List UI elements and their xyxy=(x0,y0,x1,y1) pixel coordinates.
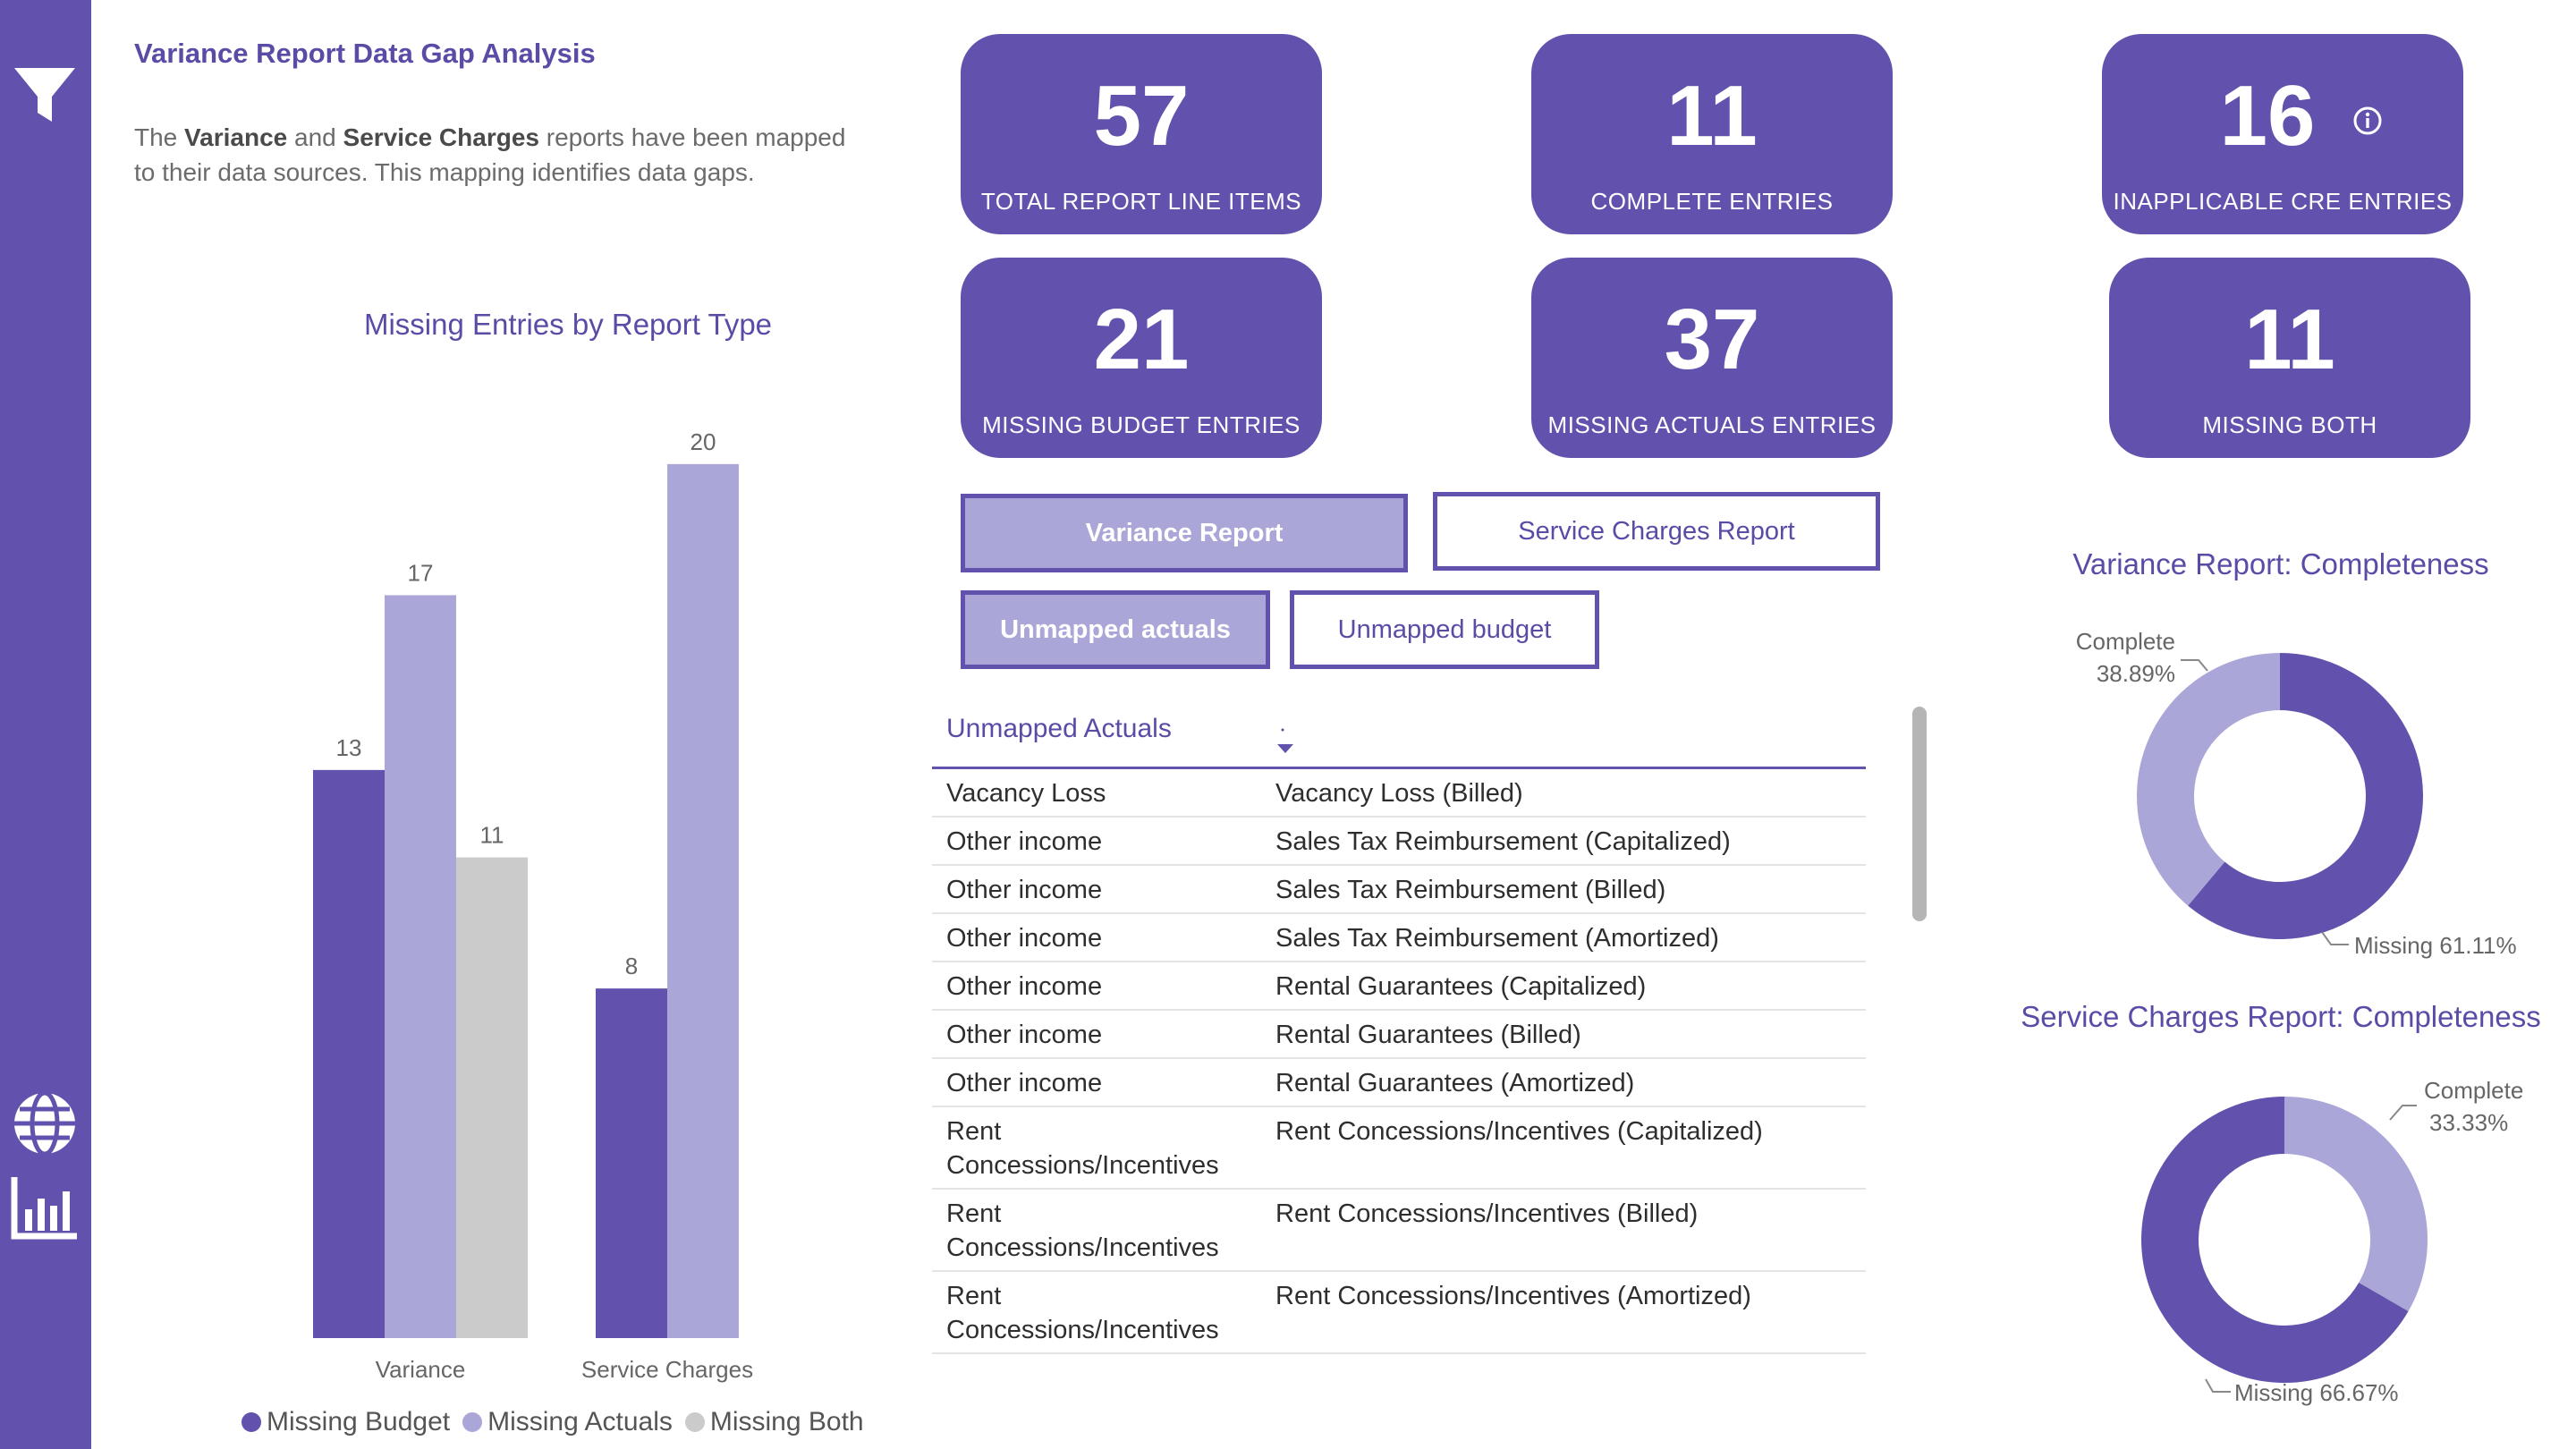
unmapped-actuals-button[interactable]: Unmapped actuals xyxy=(961,590,1270,669)
kpi-inapplicable-cre-entries[interactable] xyxy=(2102,34,2463,234)
kpi-value: 37 xyxy=(1664,292,1760,387)
page-description: The Variance and Service Charges reports have been mapped to their data sources. This mapping identifies data gaps. xyxy=(134,123,846,186)
donut-label: Complete xyxy=(2424,1077,2524,1104)
bar-data-label: 20 xyxy=(690,428,716,455)
table-cell-category: Vacancy Loss xyxy=(946,779,1106,808)
kpi-label: TOTAL REPORT LINE ITEMS xyxy=(980,188,1302,215)
bar-missing-both[interactable] xyxy=(456,858,528,1338)
kpi-label: MISSING BOTH xyxy=(2202,411,2377,438)
table-cell-line-item: Rental Guarantees (Amortized) xyxy=(1275,1069,1635,1097)
table-scrollbar[interactable] xyxy=(1912,707,1927,921)
legend-marker xyxy=(462,1412,482,1432)
table-row[interactable] xyxy=(932,914,1866,962)
donut-value-label: 33.33% xyxy=(2429,1109,2509,1136)
donut-slice-complete[interactable] xyxy=(2137,653,2280,906)
kpi-missing-both[interactable] xyxy=(2109,258,2470,458)
table-cell-category: Rent Concessions/Incentives xyxy=(946,1199,1219,1262)
table-row[interactable] xyxy=(932,1107,1866,1190)
table-cell-line-item: Sales Tax Reimbursement (Capitalized) xyxy=(1275,827,1731,856)
bar-data-label: 17 xyxy=(407,559,434,587)
donut-value-label: 38.89% xyxy=(2096,660,2175,687)
legend-label: Missing Both xyxy=(709,1407,864,1436)
kpi-missing-budget[interactable] xyxy=(961,258,1322,458)
bar-data-label: 11 xyxy=(479,821,504,849)
table-row[interactable] xyxy=(932,866,1866,914)
table-row[interactable] xyxy=(932,1272,1866,1354)
table-cell-line-item: Rent Concessions/Incentives (Billed) xyxy=(1275,1199,1699,1228)
table-cell-category: Other income xyxy=(946,924,1103,953)
kpi-label: MISSING BUDGET ENTRIES xyxy=(982,411,1301,438)
legend-label: Missing Budget xyxy=(267,1407,451,1436)
info-icon[interactable] xyxy=(2352,106,2383,136)
bar-chart-icon[interactable] xyxy=(9,1172,80,1243)
table-cell-category: Other income xyxy=(946,972,1103,1001)
bar-data-label: 8 xyxy=(624,953,639,980)
table-cell-line-item: Rent Concessions/Incentives (Amortized) xyxy=(1275,1282,1751,1310)
table-cell-line-item: Vacancy Loss (Billed) xyxy=(1275,779,1523,808)
table-cell-category: Other income xyxy=(946,827,1103,856)
unmapped-budget-button[interactable]: Unmapped budget xyxy=(1290,590,1599,669)
table-row[interactable] xyxy=(932,962,1866,1011)
sort-descending-icon[interactable] xyxy=(1275,724,1295,757)
kpi-label: MISSING ACTUALS ENTRIES xyxy=(1547,411,1877,438)
service-charges-completeness-title: Service Charges Report: Completeness xyxy=(2021,1000,2541,1033)
donut-label: Missing 61.11% xyxy=(2354,932,2517,959)
legend-item-missing-actuals[interactable] xyxy=(462,1407,673,1437)
sidebar xyxy=(0,0,91,1449)
kpi-missing-actuals[interactable] xyxy=(1531,258,1893,458)
kpi-complete-entries[interactable] xyxy=(1531,34,1893,234)
bar-chart-legend xyxy=(242,1404,864,1440)
kpi-total-line-items[interactable] xyxy=(961,34,1322,234)
table-header xyxy=(932,707,1866,769)
legend-item-missing-both[interactable] xyxy=(685,1407,864,1437)
unmapped-actuals-table xyxy=(932,707,1866,1354)
service-charges-completeness-donut xyxy=(2004,1064,2558,1440)
bar-data-label: 13 xyxy=(335,733,362,761)
kpi-label: INAPPLICABLE CRE ENTRIES xyxy=(2113,188,2453,215)
table-cell-line-item: Rent Concessions/Incentives (Capitalized) xyxy=(1275,1117,1763,1146)
x-axis-tick-label: Variance xyxy=(375,1356,466,1383)
donut-label: Complete xyxy=(2075,628,2175,655)
table-cell-line-item: Rental Guarantees (Billed) xyxy=(1275,1021,1581,1049)
kpi-label: COMPLETE ENTRIES xyxy=(1590,188,1834,215)
table-cell-category: Other income xyxy=(946,876,1103,904)
donut-leader-line xyxy=(2206,1379,2231,1392)
table-row[interactable] xyxy=(932,1011,1866,1059)
service-charges-report-button[interactable]: Service Charges Report xyxy=(1433,492,1880,571)
donut-slice-complete[interactable] xyxy=(2284,1097,2428,1311)
x-axis-tick-label: Service Charges xyxy=(580,1356,754,1383)
donut-leader-line xyxy=(2181,660,2207,671)
table-body xyxy=(932,769,1866,1354)
legend-item-missing-budget[interactable] xyxy=(242,1407,450,1437)
variance-completeness-donut xyxy=(2004,617,2540,993)
donut-label: Missing 66.67% xyxy=(2234,1379,2399,1406)
kpi-value: 16 xyxy=(2219,68,2316,164)
donut-leader-line xyxy=(2322,932,2349,945)
filter-icon[interactable] xyxy=(9,59,80,131)
column-header-unmapped-actuals[interactable]: Unmapped Actuals xyxy=(946,714,1172,743)
variance-report-button[interactable]: Variance Report xyxy=(961,494,1408,572)
page-title: Variance Report Data Gap Analysis xyxy=(134,38,596,69)
donut-leader-line xyxy=(2390,1106,2417,1120)
table-cell-line-item: Sales Tax Reimbursement (Billed) xyxy=(1275,876,1666,904)
kpi-value: 57 xyxy=(1093,68,1190,164)
bar-missing-budget[interactable] xyxy=(313,770,385,1338)
bar-missing-actuals[interactable] xyxy=(667,464,739,1338)
table-cell-line-item: Sales Tax Reimbursement (Amortized) xyxy=(1275,924,1719,953)
table-cell-category: Rent Concessions/Incentives xyxy=(946,1282,1219,1344)
kpi-value: 11 xyxy=(2244,292,2335,387)
legend-marker xyxy=(242,1412,261,1432)
kpi-value: 21 xyxy=(1093,292,1190,387)
legend-label: Missing Actuals xyxy=(487,1407,673,1436)
variance-completeness-title: Variance Report: Completeness xyxy=(2072,547,2489,580)
bar-missing-budget[interactable] xyxy=(596,988,667,1338)
table-row[interactable] xyxy=(932,1059,1866,1107)
table-row[interactable] xyxy=(932,769,1866,818)
table-row[interactable] xyxy=(932,818,1866,866)
legend-marker xyxy=(685,1412,705,1432)
bar-chart xyxy=(188,358,948,1386)
bar-missing-actuals[interactable] xyxy=(385,595,456,1338)
table-cell-line-item: Rental Guarantees (Capitalized) xyxy=(1275,972,1647,1001)
table-cell-category: Other income xyxy=(946,1069,1103,1097)
table-cell-category: Rent Concessions/Incentives xyxy=(946,1117,1219,1180)
table-cell-category: Other income xyxy=(946,1021,1103,1049)
table-row[interactable] xyxy=(932,1190,1866,1272)
globe-icon[interactable] xyxy=(9,1088,80,1159)
bar-chart-title: Missing Entries by Report Type xyxy=(363,308,773,341)
kpi-value: 11 xyxy=(1666,68,1758,164)
